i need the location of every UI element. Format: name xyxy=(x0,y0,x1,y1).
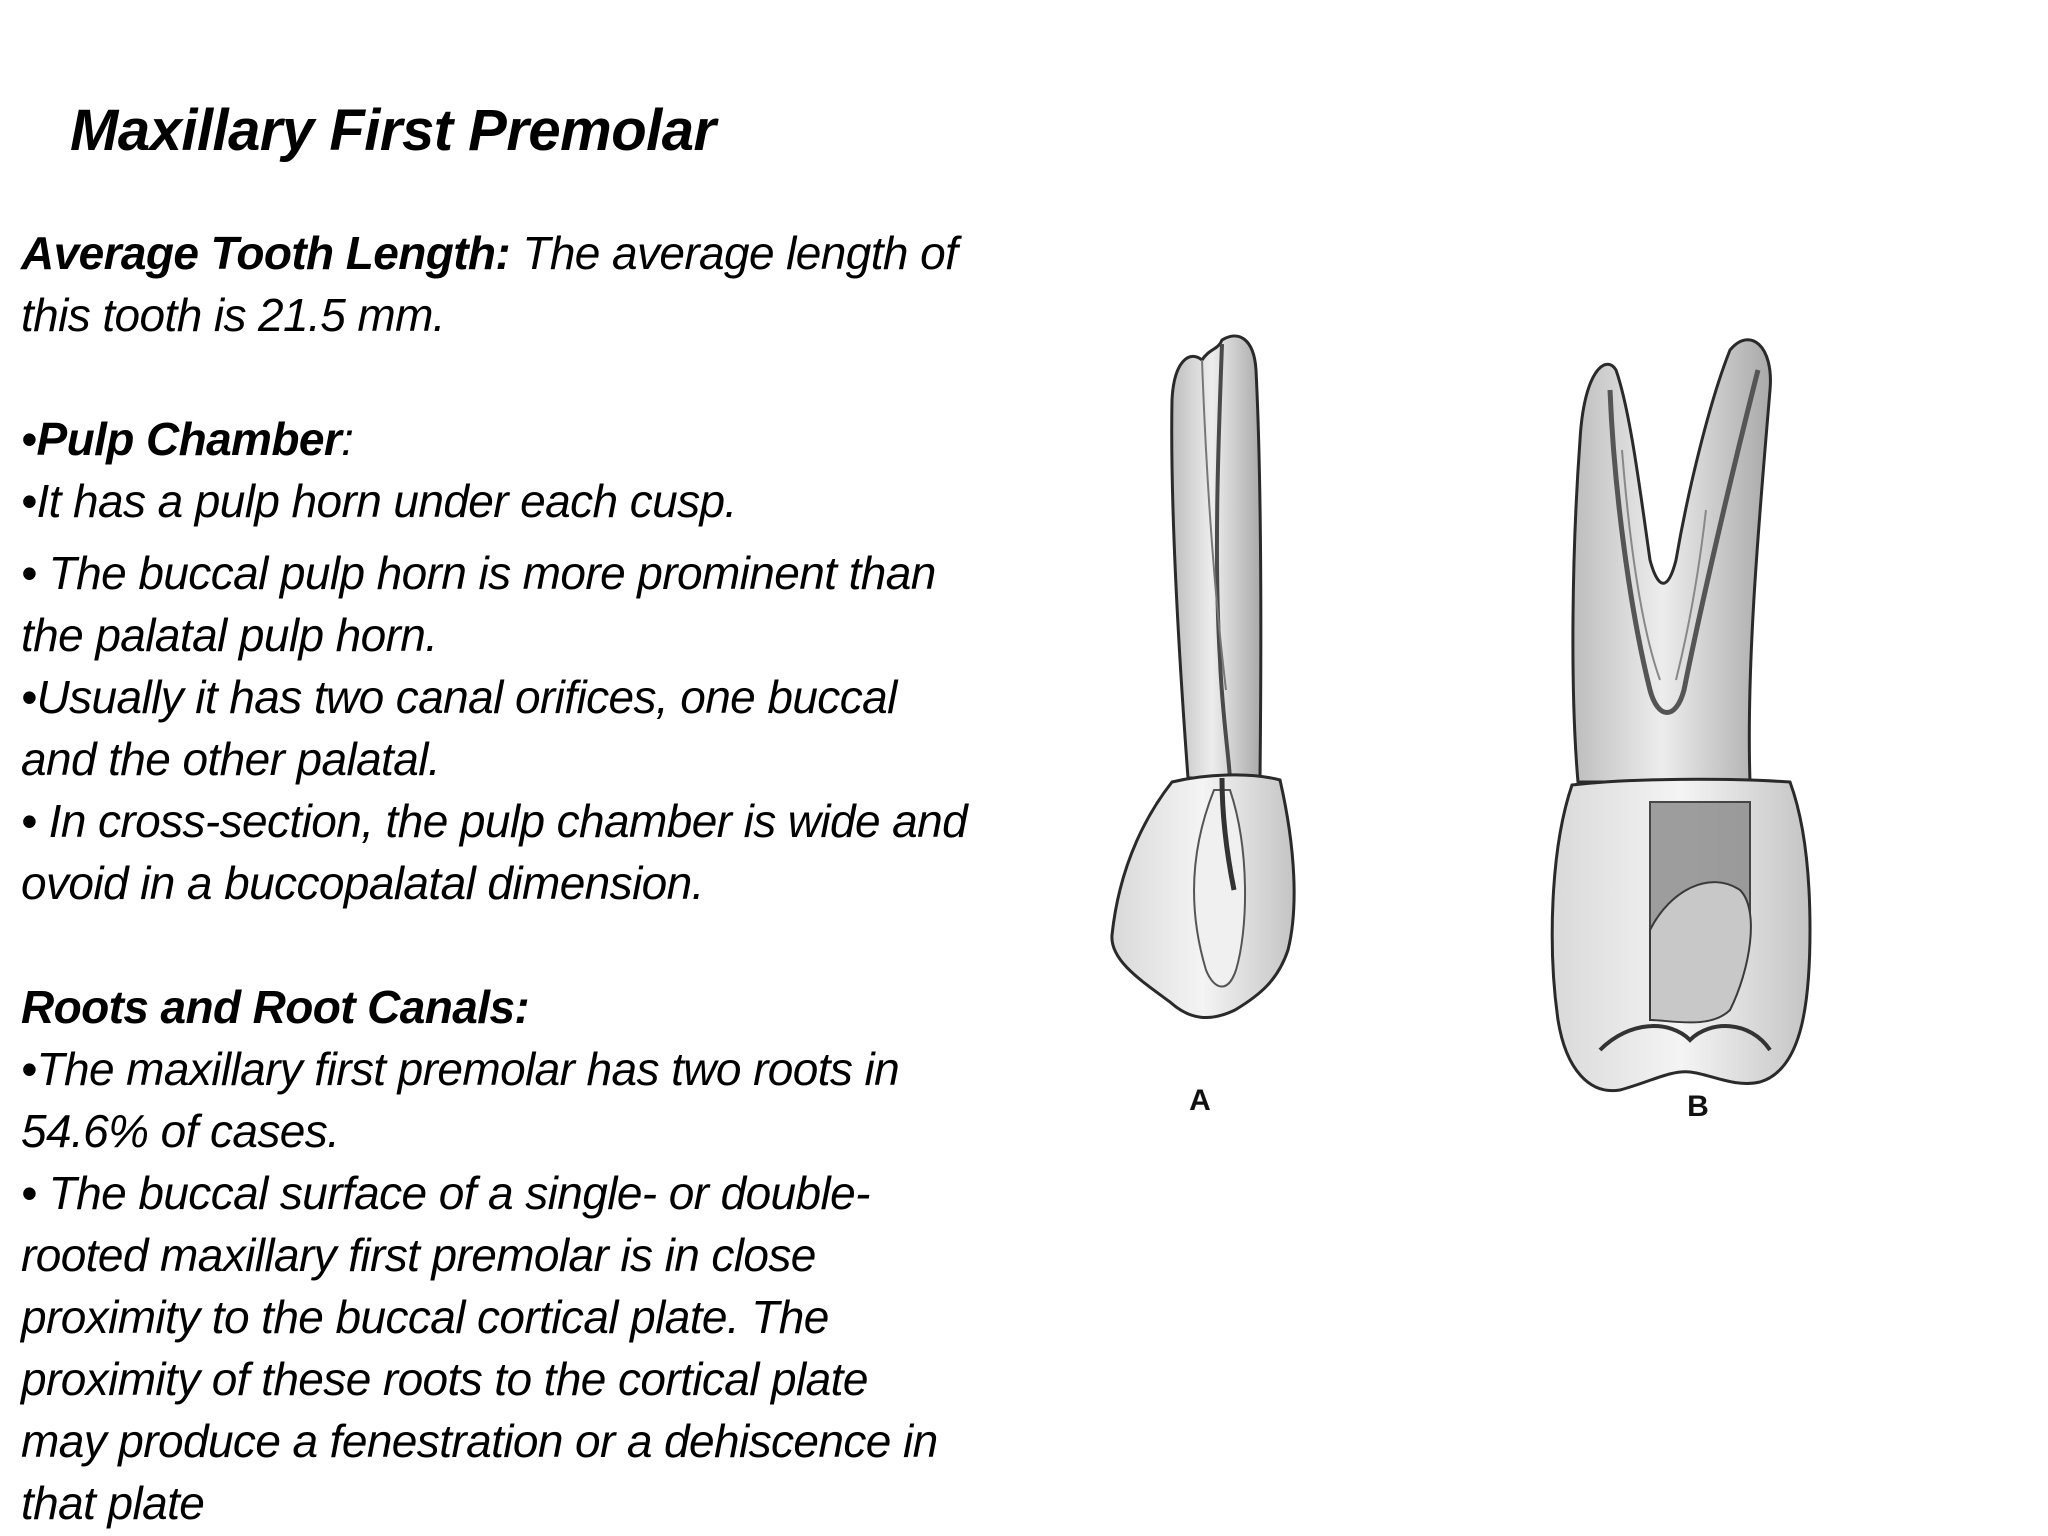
tooth-a xyxy=(1112,336,1294,1117)
tooth-figure-svg xyxy=(1110,330,1930,1130)
pulp-line: •It has a pulp horn under each cusp. xyxy=(21,475,737,527)
bullet: • xyxy=(21,413,37,465)
pulp-line: • In cross-section, the pulp chamber is wide and xyxy=(21,795,968,847)
avg-length-heading: Average Tooth Length: xyxy=(21,227,511,279)
avg-length-text-1: The average length of xyxy=(510,227,958,279)
avg-length-text-2: this tooth is 21.5 mm. xyxy=(21,289,445,341)
avg-length-line-1 xyxy=(21,222,1031,284)
roots-line: that plate xyxy=(21,1477,205,1529)
roots-line: proximity to the buccal cortical plate. The xyxy=(21,1291,829,1343)
pulp-line: the palatal pulp horn. xyxy=(21,609,438,661)
pulp-line: •Usually it has two canal orifices, one buccal xyxy=(21,671,897,723)
pulp-line: • The buccal pulp horn is more prominent than xyxy=(21,547,936,599)
tooth-illustration xyxy=(1110,330,1930,1130)
spacer xyxy=(21,914,1031,976)
body-text xyxy=(21,222,1031,1534)
tooth-b-label: B xyxy=(1687,1090,1709,1123)
roots-line: proximity of these roots to the cortical plate xyxy=(21,1353,868,1405)
roots-line: •The maxillary first premolar has two roots in xyxy=(21,1043,900,1095)
roots-line: may produce a fenestration or a dehiscence in xyxy=(21,1415,938,1467)
heading-colon: : xyxy=(341,413,354,465)
spacer xyxy=(21,346,1031,408)
tooth-b-roots xyxy=(1573,340,1771,782)
spacer xyxy=(21,532,1031,542)
roots-line: • The buccal surface of a single- or double- xyxy=(21,1167,870,1219)
pulp-line: and the other palatal. xyxy=(21,733,441,785)
pulp-line: ovoid in a buccopalatal dimension. xyxy=(21,857,704,909)
roots-line: 54.6% of cases. xyxy=(21,1105,340,1157)
tooth-b xyxy=(1552,340,1810,1123)
tooth-a-label: A xyxy=(1189,1084,1211,1117)
roots-line: rooted maxillary first premolar is in close xyxy=(21,1229,816,1281)
pulp-chamber-heading-line xyxy=(21,408,1031,470)
slide-title: Maxillary First Premolar xyxy=(70,98,716,163)
roots-heading: Roots and Root Canals: xyxy=(21,981,530,1033)
pulp-chamber-heading: Pulp Chamber xyxy=(36,413,342,465)
